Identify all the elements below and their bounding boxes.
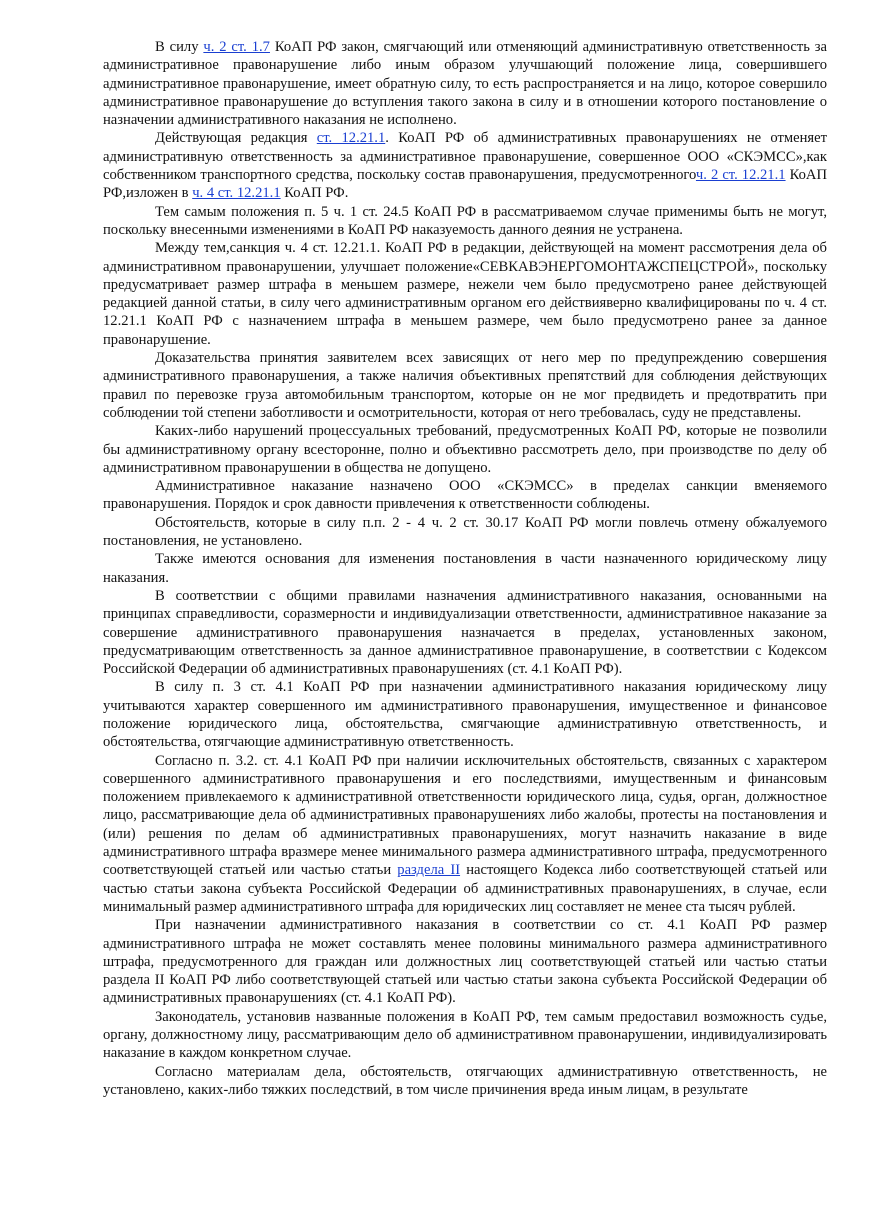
law-link-section-ii[interactable]: раздела II xyxy=(397,862,461,879)
paragraph-1 xyxy=(103,38,827,129)
paragraph-text: Действующая редакция xyxy=(155,130,317,147)
paragraph-2 xyxy=(103,129,827,202)
paragraph-7: Административное наказание назначено ООО «СКЭМСС» в пределах санкции вменяемого правонарушения. Порядок и срок давности привлечения к ответственности соблюдены. xyxy=(103,478,827,513)
paragraph-text: . КоАП РФ об административных правонарушениях не отменяет административную ответственность за административное правонарушение, совершенное ООО «СКЭМСС»,как собственником транспортного средства, поскольку состав правонарушения, предусмотренного xyxy=(103,130,827,184)
law-link-ch4-st12-21-1[interactable]: ч. 4 ст. 12.21.1 xyxy=(192,185,281,202)
paragraph-text: настоящего Кодекса либо соответствующей статьей или частью статьи закона субъекта Российской Федерации об административных правонарушениях, в случае, если минимальный размер административного штрафа для юридических лиц составляет не менее ста тысяч рублей. xyxy=(103,862,828,915)
paragraph-10: В соответствии с общими правилами назначения административного наказания, основанными на принципах справедливости, соразмерности и индивидуализации ответственности, административное наказание за совершение административного правонарушения назначается в пределах, установленных законом, предусматривающим ответственность за данное административное правонарушение, в соответствии с Кодексом Российской Федерации об административных правонарушениях (ст. 4.1 КоАП РФ). xyxy=(103,587,827,678)
paragraph-text: Согласно п. 3.2. ст. 4.1 КоАП РФ при наличии исключительных обстоятельств, связанных с характером совершенного административного правонарушения и его последствиями, имущественным и финансовым положением привлекаемого к административной ответственности юридического лица, судья, орган, должностное лицо, рассматривающие дела об административных правонарушениях либо жалобы, протесты на постановления и (или) решения по делам об административных правонарушениях, могут назначить наказание в виде административного штрафа вразмере менее минимального размера административного штрафа, предусмотренного соответствующей статьей или частью статьи xyxy=(103,752,827,879)
paragraph-12 xyxy=(103,752,827,917)
paragraph-text: КоАП РФ. xyxy=(280,185,349,202)
paragraph-text: В силу xyxy=(155,39,204,55)
paragraph-9: Также имеются основания для изменения постановления в части назначенного юридическому лицу наказания. xyxy=(103,551,827,586)
paragraph-3: Тем самым положения п. 5 ч. 1 ст. 24.5 КоАП РФ в рассматриваемом случае применимы быть не могут, поскольку внесенными изменениями в КоАП РФ наказуемость данного деяния не устранена. xyxy=(103,203,827,238)
paragraph-15: Согласно материалам дела, обстоятельств, отягчающих административную ответственность, не установлено, каких-либо тяжких последствий, в том числе причинения вреда иным лицам, в результате xyxy=(103,1063,827,1098)
law-link-ch2-st12-21-1[interactable]: ч. 2 ст. 12.21.1 xyxy=(695,167,786,184)
paragraph-11: В силу п. 3 ст. 4.1 КоАП РФ при назначении административного наказания юридическому лицу учитываются характер совершенного им административного правонарушения, имущественное и финансовое положение юридического лица, обстоятельства, смягчающие административную ответственность, и обстоятельства, отягчающие административную ответственность. xyxy=(103,679,827,751)
document-body xyxy=(103,38,827,1099)
paragraph-5: Доказательства принятия заявителем всех зависящих от него мер по предупреждению совершения административного правонарушения, а также наличия объективных препятствий для соблюдения действующих правил по перевозке груза автомобильным транспортом, которые он не мог предвидеть и предотвратить при соблюдении той степени заботливости и осмотрительности, которая от него требовалась, суду не представлены. xyxy=(103,350,827,421)
paragraph-text: КоАП РФ,изложен в xyxy=(103,167,827,202)
paragraph-text: КоАП РФ закон, смягчающий или отменяющий административную ответственность за административное правонарушение либо иным образом улучшающий положение лица, совершившего административное правонарушение, имеет обратную силу, то есть распространяется и на лицо, которое совершило административное правонарушение до вступления такого закона в силу и в отношении которого постановление о назначении административного наказания не исполнено. xyxy=(103,39,827,129)
paragraph-4: Между тем,санкция ч. 4 ст. 12.21.1. КоАП РФ в редакции, действующей на момент рассмотрения дела об административном правонарушении, улучшает положение«СЕВКАВЭНЕРГОМОНТАЖСПЕЦСТРОЙ», поскольку предусматривает размер штрафа в меньшем размере, нежели чем было предусмотрено ранее действующей редакцией данной статьи, в силу чего административным органом его действияверно квалифицированы по ч. 4 ст. 12.21.1 КоАП РФ с назначением штрафа в меньшем размере, чем было предусмотрено ранее за данное правонарушение. xyxy=(103,240,827,348)
law-link-ch2-st1-7[interactable]: ч. 2 ст. 1.7 xyxy=(203,39,270,55)
paragraph-13: При назначении административного наказания в соответствии со ст. 4.1 КоАП РФ размер административного штрафа не может составлять менее половины минимального размера административного штрафа, предусмотренного для граждан или должностных лиц соответствующей статьей или частью статьи раздела II КоАП РФ либо соответствующей статьей или частью статьи закона субъекта Российской Федерации об административных правонарушениях (ст. 4.1 КоАП РФ). xyxy=(103,917,827,1007)
law-link-st12-21-1[interactable]: ст. 12.21.1 xyxy=(316,130,386,147)
paragraph-14: Законодатель, установив названные положения в КоАП РФ, тем самым предоставил возможность судье, органу, должностному лицу, рассматривающим дело об административном правонарушении, индивидуализировать наказание в каждом конкретном случае. xyxy=(103,1008,827,1062)
paragraph-8: Обстоятельств, которые в силу п.п. 2 - 4 ч. 2 ст. 30.17 КоАП РФ могли повлечь отмену обжалуемого постановления, не установлено. xyxy=(103,514,827,550)
paragraph-6: Каких-либо нарушений процессуальных требований, предусмотренных КоАП РФ, которые не позволили бы административному органу всесторонне, полно и объективно рассмотреть дело, при производстве по делу об административном правонарушении в общества не допущено. xyxy=(103,423,827,476)
